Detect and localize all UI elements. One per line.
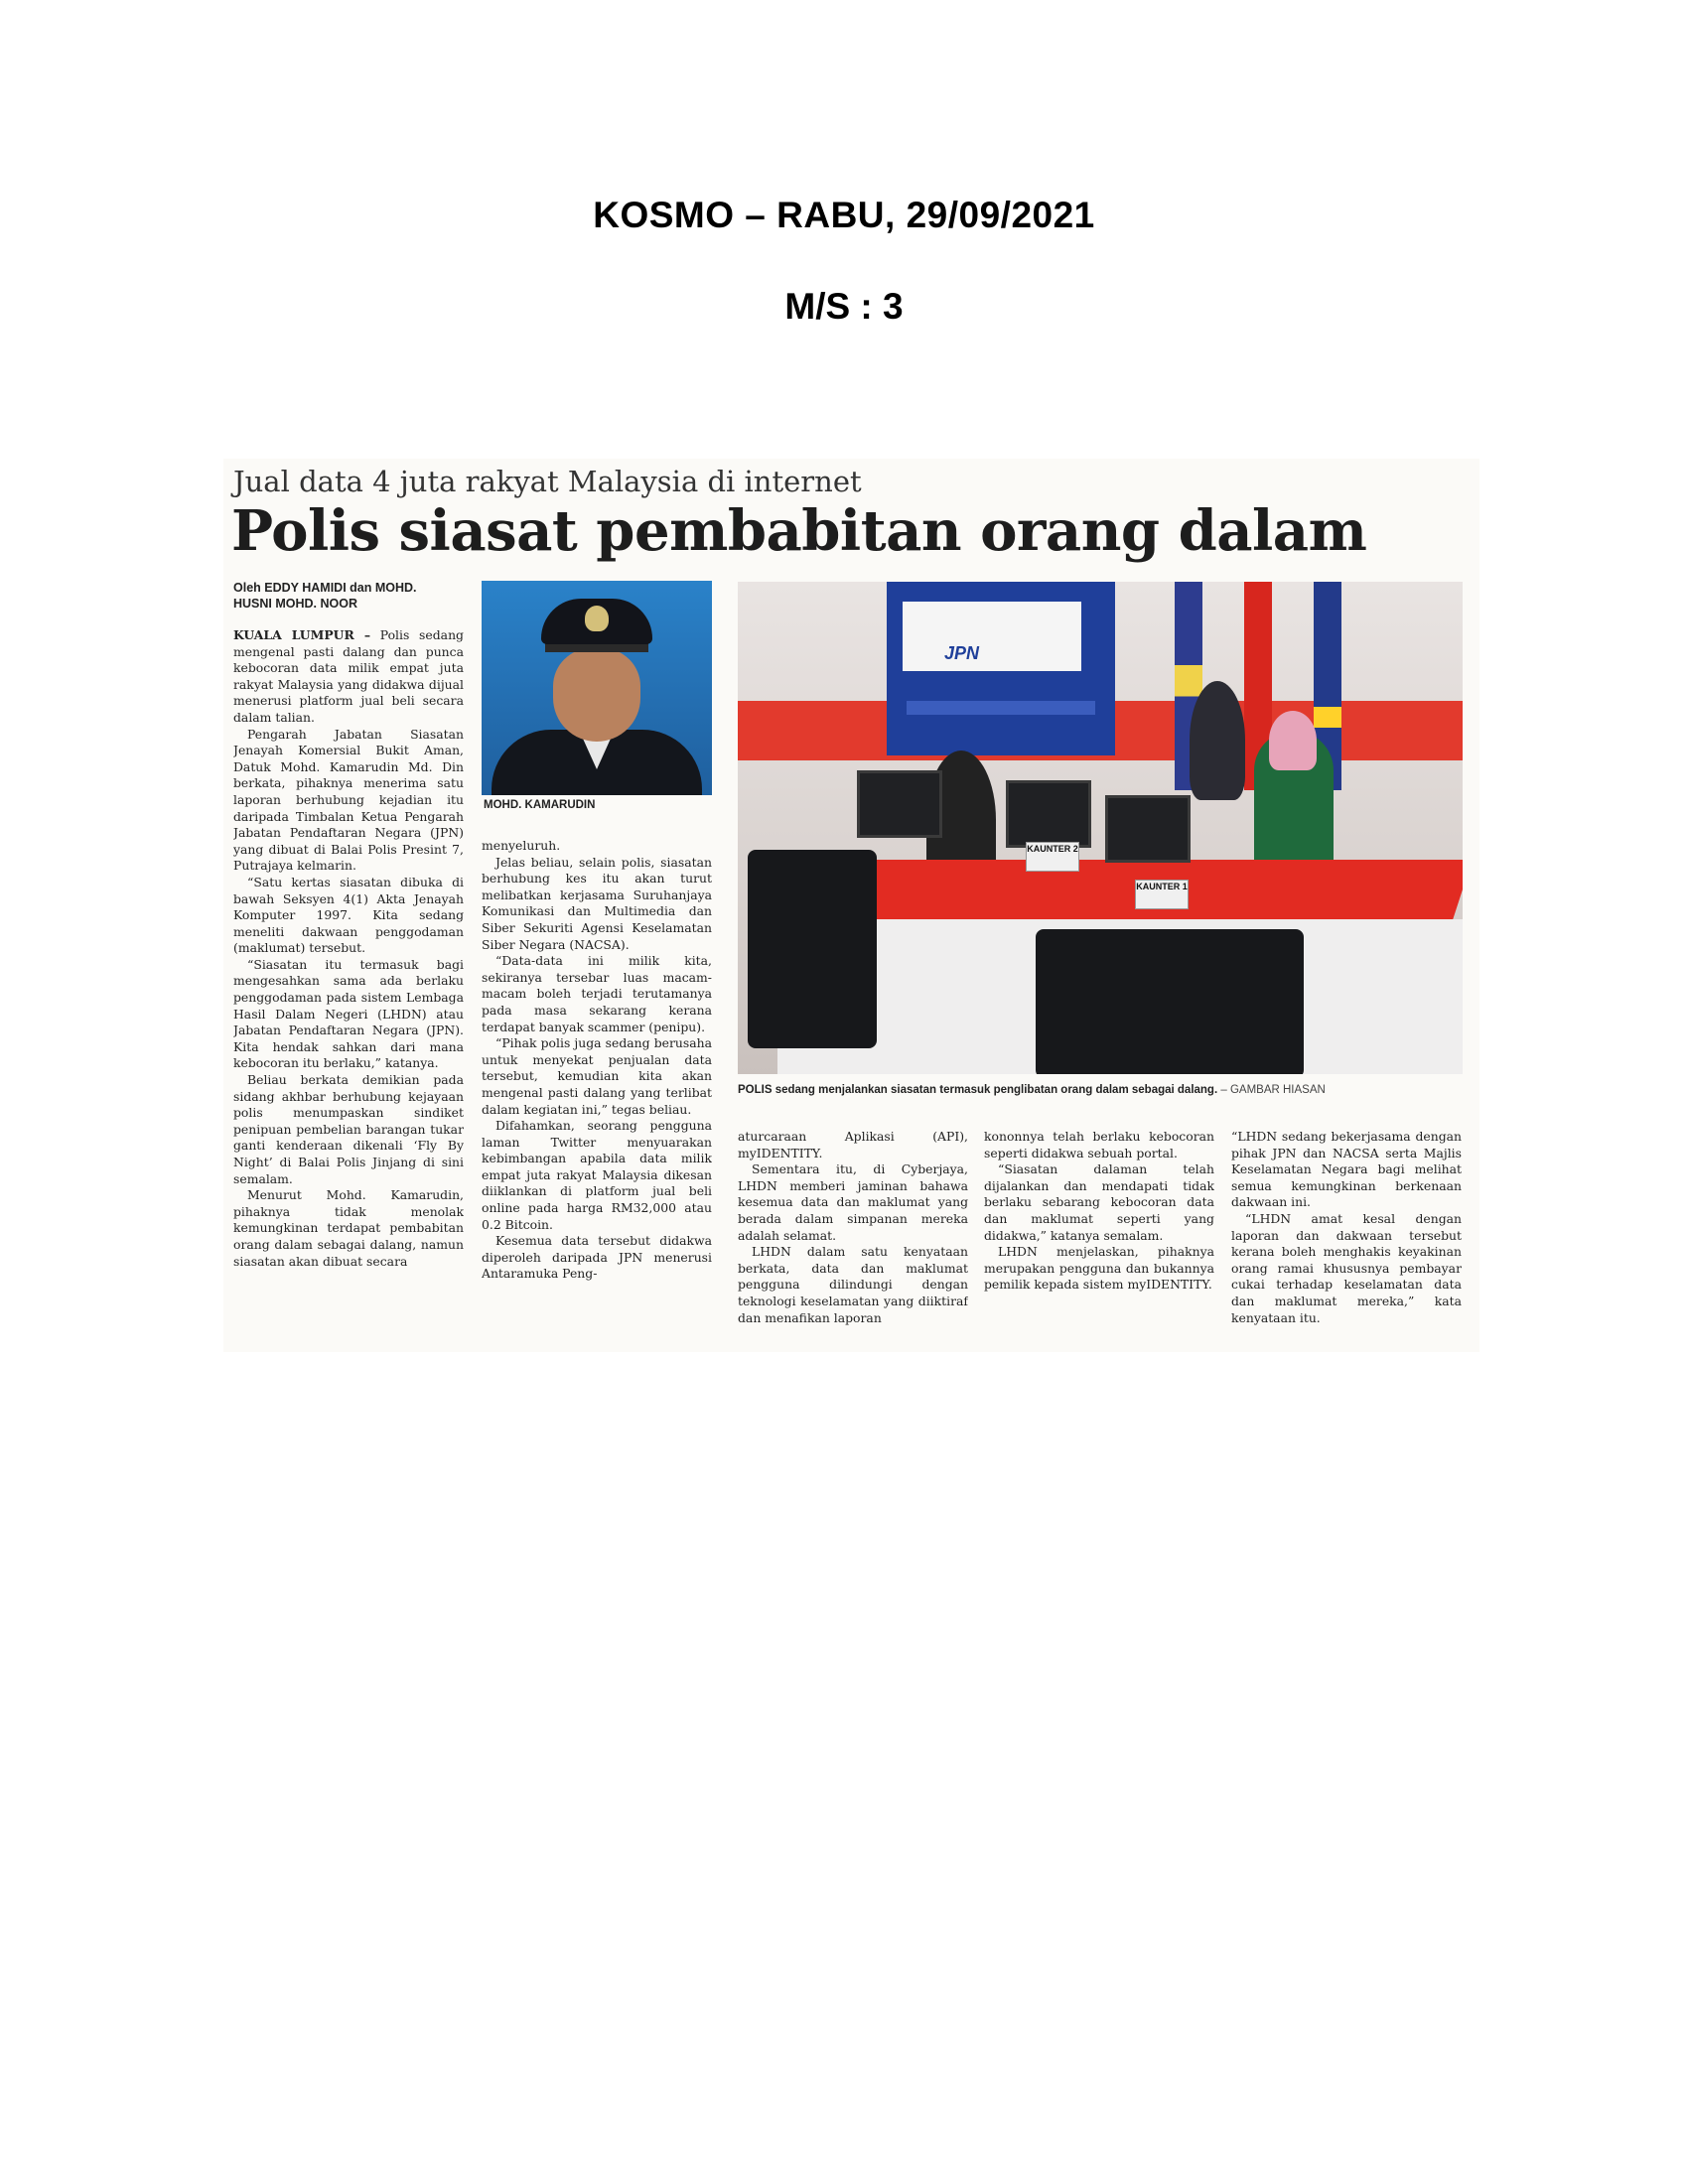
article-column-3 [738,1129,968,1344]
paragraph: “Siasatan dalaman telah dijalankan dan mendapati tidak berlaku sebarang kebocoran data dan maklumat seperti yang didakwa,” katanya semalam. [984,1161,1214,1243]
paragraph: Difahamkan, seorang pengguna laman Twitter menyuarakan kebimbangan apabila data milik empat juta rakyat Malaysia dikesan diiklankan di platform jual beli online pada harga RM32,000 atau 0.2 Bitcoin. [482,1118,712,1232]
paragraph: “Satu kertas siasatan dibuka di bawah Seksyen 4(1) Akta Jenayah Komputer 1997. Kita sedang meneliti dakwaan penggodaman (maklumat) tersebut. [233,874,464,956]
article-kicker: Jual data 4 juta rakyat Malaysia di internet [233,465,862,498]
counter-plate-1: KAUNTER 1 [1135,880,1189,909]
paragraph: LHDN dalam satu kenyataan berkata, data dan maklumat pengguna dilindungi dengan teknologi keselamatan yang diiktiraf dan menafikan laporan [738,1244,968,1325]
article-headline: Polis siasat pembabitan orang dalam [231,498,1367,564]
portrait-photo [482,581,712,795]
paragraph: Beliau berkata demikian pada sidang akhbar berhubung kejayaan polis menumpaskan sindiket penipuan pembelian barangan tukar ganti kenderaan dikenali ‘Fly By Night’ di Balai Polis Jinjang di sini semalam. [233,1072,464,1186]
paragraph: menyeluruh. [482,838,561,853]
publication-line: KOSMO – RABU, 29/09/2021 [593,195,1095,235]
paragraph: KUALA LUMPUR – Polis sedang mengenal pasti dalang dan punca kebocoran data milik empat juta rakyat Malaysia yang didakwa dijual menerusi platform jual beli secara dalam talian. [233,627,464,725]
jpn-signboard [887,582,1115,755]
paragraph: “LHDN sedang bekerjasama dengan pihak JPN dan NACSA serta Majlis Keselamatan Negara bagi melihat semua kemungkinan berkenaan dakwaan ini. [1231,1129,1462,1210]
paragraph: aturcaraan Aplikasi (API), myIDENTITY. [738,1129,968,1160]
dateline: KUALA LUMPUR – [233,627,371,642]
paragraph: Pengarah Jabatan Siasatan Jenayah Komersial Bukit Aman, Datuk Mohd. Kamarudin Md. Din berkata, pihaknya menerima satu laporan berhubung kejadian itu daripada Timbalan Ketua Pengarah Jabatan Pendaftaran Negara (JPN) yang dibuat di Balai Polis Presint 7, Putrajaya kelmarin. [233,726,464,874]
paragraph: Kesemua data tersebut didakwa diperoleh daripada JPN menerusi Antaramuka Peng- [482,1233,712,1282]
portrait-caption: MOHD. KAMARUDIN [484,799,596,811]
paragraph: LHDN menjelaskan, pihaknya merupakan pengguna dan bukannya pemilik kepada sistem myIDENTITY. [984,1244,1214,1293]
paragraph: Jelas beliau, selain polis, siasatan berhubung kes itu akan turut melibatkan kerjasama Suruhanjaya Komunikasi dan Multimedia dan Siber Sekuriti Agensi Keselamatan Siber Negara (NACSA). [482,854,712,952]
article-byline: Oleh EDDY HAMIDI dan MOHD. HUSNI MOHD. NOOR [233,581,417,611]
news-clipping [223,459,1479,1352]
paragraph: Menurut Mohd. Kamarudin, pihaknya tidak menolak kemungkinan terdapat pembabitan orang dalam sebagai dalang, namun siasatan akan dibuat secara [233,1187,464,1269]
paragraph: Sementara itu, di Cyberjaya, LHDN memberi jaminan bahawa kesemua data dan maklumat yang berada dalam simpanan mereka adalah selamat. [738,1161,968,1243]
article-column-5 [1231,1129,1462,1344]
paragraph: “Siasatan itu termasuk bagi mengesahkan sama ada berlaku penggodaman pada sistem Lembaga Hasil Dalam Negeri (LHDN) atau Jabatan Pendaftaran Negara (JPN). Kita hendak sahkan dari mana kebocoran itu berlaku,” katanya. [233,956,464,1071]
article-column-1 [233,627,464,1344]
jpn-logo-text: JPN [944,643,980,663]
page-number: M/S : 3 [784,286,904,327]
article-column-2 [482,838,712,1344]
counter-photo [738,582,1463,1074]
counter-plate-2: KAUNTER 2 [1026,842,1079,872]
article-column-4 [984,1129,1214,1344]
paragraph: kononnya telah berlaku kebocoran seperti didakwa sebuah portal. [984,1129,1214,1160]
paragraph: “Pihak polis juga sedang berusaha untuk menyekat penjualan data tersebut, kemudian kita akan mengenal pasti dalang yang terlibat dalam kegiatan ini,” tegas beliau. [482,1035,712,1117]
photo-credit: – GAMBAR HIASAN [1220,1084,1326,1096]
police-badge-icon [585,606,609,631]
paragraph: “Data-data ini milik kita, sekiranya tersebar luas macam-macam boleh terjadi terutamanya pada masa sekarang kerana terdapat banyak scammer (penipu). [482,953,712,1034]
paragraph: “LHDN amat kesal dengan laporan dan dakwaan tersebut kerana boleh menghakis keyakinan orang ramai khususnya pembayar cukai terhadap keselamatan data dan maklumat mereka,” kata kenyataan itu. [1231,1210,1462,1325]
photo-caption: POLIS sedang menjalankan siasatan termasuk penglibatan orang dalam sebagai dalang. – GAMBAR HIASAN [738,1084,1326,1096]
